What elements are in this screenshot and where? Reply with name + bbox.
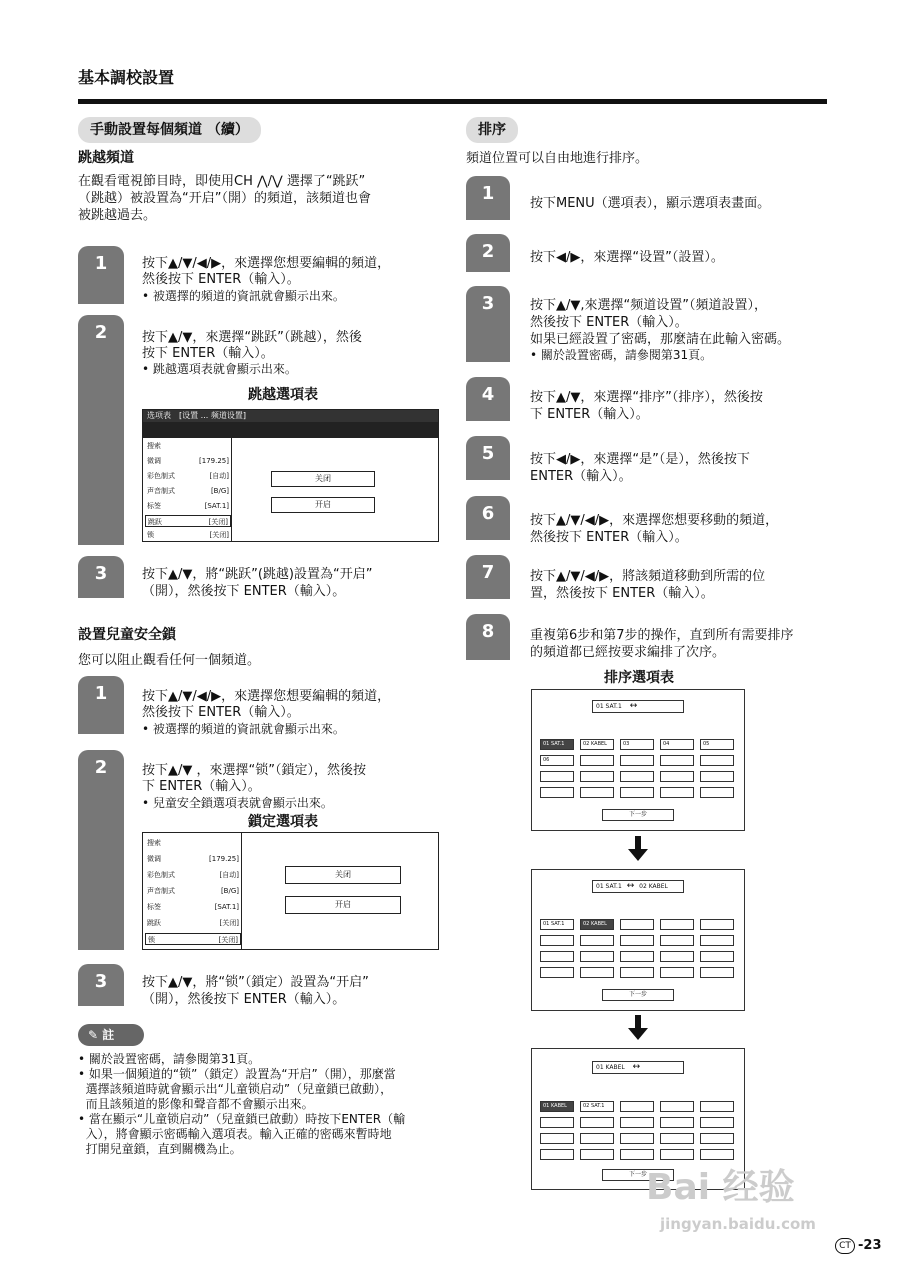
row-value: [自动] xyxy=(209,472,229,480)
skip-step-3-number: 3 xyxy=(78,556,124,598)
lock-step-1-line2: 然後按下 ENTER（輸入）。 xyxy=(142,705,300,720)
channel-cell[interactable] xyxy=(660,935,694,946)
row-key: 微调 xyxy=(147,457,161,465)
row-key: 搜索 xyxy=(147,839,161,847)
sort-step-5-number: 5 xyxy=(466,436,510,480)
lock-step-2-number: 2 xyxy=(78,750,124,950)
skip-menu-row[interactable] xyxy=(145,440,231,452)
sort-step-3-line3: 如果已經設置了密碼，那麼請在此輸入密碼。 xyxy=(530,332,791,347)
skip-menu-row[interactable] xyxy=(145,529,231,541)
channel-cell[interactable] xyxy=(620,951,654,962)
lock-menu-divider xyxy=(241,833,242,949)
row-value: [SAT.1] xyxy=(214,903,239,911)
channel-cell[interactable] xyxy=(700,771,734,782)
row-key: 微调 xyxy=(147,855,161,863)
lock-menu-row[interactable] xyxy=(145,869,241,881)
sort-screen-3-selection xyxy=(592,1061,684,1074)
lock-menu-off-button[interactable]: 关闭 xyxy=(285,866,401,884)
next-button[interactable]: 下一步 xyxy=(602,1169,674,1181)
channel-cell[interactable] xyxy=(660,951,694,962)
skip-menu xyxy=(142,409,439,542)
skip-step-2-line1: 按下▲/▼，來選擇“跳跃”（跳越），然後 xyxy=(142,330,362,345)
sort-step-8-number: 8 xyxy=(466,614,510,660)
note-label: 註 xyxy=(102,1028,115,1042)
pencil-icon: ✎ xyxy=(88,1028,99,1042)
lock-menu-title: 鎖定選項表 xyxy=(248,814,318,830)
down-arrow-icon xyxy=(635,1015,641,1029)
section-title-sort: 排序 xyxy=(466,117,518,143)
skip-step-2-line2: 按下 ENTER（輸入）。 xyxy=(142,346,274,361)
sort-step-4-number: 4 xyxy=(466,377,510,421)
row-key: 锁 xyxy=(147,531,154,539)
section-title-manual: 手動設置每個頻道 （續） xyxy=(78,117,261,143)
channel-cell[interactable] xyxy=(660,1117,694,1128)
sort-step-7-number: 7 xyxy=(466,555,510,599)
row-value: [179.25] xyxy=(209,855,239,863)
sort-screen-2 xyxy=(531,869,745,1011)
sort-step-1-number: 1 xyxy=(466,176,510,220)
row-value: [179.25] xyxy=(199,457,229,465)
note-line: • 關於設置密碼，請參閱第31頁。 xyxy=(78,1052,261,1066)
note-line: • 如果一個頻道的“锁”（鎖定）設置為“开启”（開），那麼當 xyxy=(78,1067,396,1081)
sort-screen-2-selection xyxy=(592,880,684,893)
selection-label: 01 KABEL xyxy=(596,1064,625,1071)
channel-cell[interactable] xyxy=(660,1149,694,1160)
channel-cell[interactable] xyxy=(540,787,574,798)
channel-cell[interactable]: 05 xyxy=(700,739,734,750)
skip-subhead: 跳越頻道 xyxy=(78,150,134,166)
selection-label: 01 SAT.1 xyxy=(596,703,622,710)
channel-cell[interactable] xyxy=(660,755,694,766)
swap-arrow-icon: ↔ xyxy=(626,881,635,891)
sort-intro: 頻道位置可以自由地進行排序。 xyxy=(466,151,649,166)
skip-step-2-bullet: • 跳越選項表就會顯示出來。 xyxy=(142,362,297,376)
channel-cell[interactable] xyxy=(580,1149,614,1160)
channel-cell[interactable] xyxy=(620,1149,654,1160)
sort-step-7-line2: 置，然後按下 ENTER（輸入）。 xyxy=(530,586,714,601)
lock-menu-row[interactable] xyxy=(145,853,241,865)
skip-intro-2: （跳越）被設置為“开启”（開）的頻道，該頻道也會 xyxy=(78,191,371,206)
channel-cell[interactable] xyxy=(580,951,614,962)
skip-intro-3: 被跳越過去。 xyxy=(78,208,157,223)
row-value: [SAT.1] xyxy=(204,502,229,510)
channel-cell[interactable] xyxy=(540,771,574,782)
channel-cell[interactable] xyxy=(660,787,694,798)
sort-menu-title: 排序選項表 xyxy=(604,670,674,686)
lock-menu-row-selected[interactable] xyxy=(145,933,241,945)
sort-step-7-line1: 按下▲/▼/◀/▶，將該頻道移動到所需的位 xyxy=(530,569,766,584)
skip-step-1-number: 1 xyxy=(78,246,124,304)
page-number: -23 xyxy=(858,1238,882,1253)
lock-step-1-bullet: • 被選擇的頻道的資訊就會顯示出來。 xyxy=(142,722,345,736)
channel-cell[interactable] xyxy=(620,787,654,798)
channel-cell-selected[interactable]: 01 KABEL xyxy=(540,1101,574,1112)
sort-step-2-line1: 按下◀/▶，來選擇“设置”（設置）。 xyxy=(530,250,724,265)
channel-cell-selected[interactable]: 01 SAT.1 xyxy=(540,739,574,750)
channel-cell[interactable] xyxy=(660,771,694,782)
channel-cell[interactable] xyxy=(620,967,654,978)
baidu-watermark-url: jingyan.baidu.com xyxy=(660,1215,816,1233)
row-value: [关闭] xyxy=(218,936,238,944)
row-value: [B/G] xyxy=(210,487,229,495)
channel-cell[interactable] xyxy=(700,1133,734,1144)
channel-cell[interactable] xyxy=(580,935,614,946)
channel-cell[interactable] xyxy=(700,1117,734,1128)
page-header-title: 基本調校設置 xyxy=(78,68,175,87)
baidu-watermark-logo: Bai 经验 xyxy=(646,1167,795,1208)
skip-step-1-line2: 然後按下 ENTER（輸入）。 xyxy=(142,272,300,287)
channel-cell[interactable] xyxy=(620,755,654,766)
skip-menu-titlebar: 选项表 [设置 ... 频道设置] xyxy=(143,410,438,422)
channel-cell[interactable] xyxy=(620,935,654,946)
note-line: • 當在顯示“儿童锁启动”（兒童鎖已啟動）時按下ENTER（輸 xyxy=(78,1112,406,1126)
sort-step-6-line2: 然後按下 ENTER（輸入）。 xyxy=(530,530,688,545)
channel-cell[interactable] xyxy=(540,1149,574,1160)
note-line: 選擇該頻道時就會顯示出“儿童锁启动”（兒童鎖已啟動）， xyxy=(78,1082,393,1096)
channel-cell[interactable] xyxy=(700,1101,734,1112)
channel-cell[interactable] xyxy=(620,1133,654,1144)
sort-step-2-number: 2 xyxy=(466,234,510,272)
skip-step-2-number: 2 xyxy=(78,315,124,545)
lock-menu-row[interactable] xyxy=(145,901,241,913)
skip-menu-row[interactable] xyxy=(145,485,231,497)
channel-cell[interactable] xyxy=(620,1101,654,1112)
row-key: 彩色制式 xyxy=(147,871,175,879)
down-arrow-head xyxy=(628,849,648,861)
row-value: [关闭] xyxy=(208,518,228,526)
lock-step-3-number: 3 xyxy=(78,964,124,1006)
lock-step-3-line1: 按下▲/▼，將“锁”（鎖定）設置為“开启” xyxy=(142,975,369,990)
channel-cell[interactable]: 02 SAT.1 xyxy=(580,1101,614,1112)
lock-menu xyxy=(142,832,439,950)
lock-subhead: 設置兒童安全鎖 xyxy=(78,627,176,643)
skip-menu-row[interactable] xyxy=(145,455,231,467)
skip-menu-row-selected[interactable] xyxy=(145,515,231,527)
lock-step-1-number: 1 xyxy=(78,676,124,734)
channel-cell[interactable] xyxy=(540,1133,574,1144)
channel-cell-selected[interactable]: 02 KABEL xyxy=(580,919,614,930)
sort-step-6-line1: 按下▲/▼/◀/▶，來選擇您想要移動的頻道， xyxy=(530,513,779,528)
row-key: 跳跃 xyxy=(148,518,162,526)
note-badge xyxy=(78,1024,144,1046)
channel-cell[interactable]: 02 KABEL xyxy=(580,739,614,750)
sort-step-3-number: 3 xyxy=(466,286,510,362)
channel-cell[interactable] xyxy=(580,787,614,798)
channel-cell[interactable] xyxy=(540,951,574,962)
sort-step-5-line2: ENTER（輸入）。 xyxy=(530,469,632,484)
row-key: 声音制式 xyxy=(147,487,175,495)
skip-step-3-line1: 按下▲/▼，將“跳跃”(跳越)設置為“开启” xyxy=(142,567,373,582)
channel-cell[interactable] xyxy=(580,1133,614,1144)
lock-step-1-line1: 按下▲/▼/◀/▶，來選擇您想要編輯的頻道， xyxy=(142,689,391,704)
skip-menu-divider xyxy=(231,438,232,542)
channel-cell[interactable] xyxy=(580,771,614,782)
channel-cell[interactable] xyxy=(580,967,614,978)
row-value: [关闭] xyxy=(219,919,239,927)
lock-intro: 您可以阻止觀看任何一個頻道。 xyxy=(78,653,261,668)
down-arrow-icon xyxy=(635,836,641,850)
row-key: 声音制式 xyxy=(147,887,175,895)
swap-arrow-icon: ↔ xyxy=(629,701,638,711)
sort-step-3-line1: 按下▲/▼,來選擇“频道设置”（頻道設置）， xyxy=(530,298,767,313)
skip-step-1-bullet: • 被選擇的頻道的資訊就會顯示出來。 xyxy=(142,289,345,303)
skip-menu-row[interactable] xyxy=(145,470,231,482)
channel-cell[interactable]: 04 xyxy=(660,739,694,750)
skip-menu-header-band xyxy=(143,422,438,438)
channel-cell[interactable]: 01 SAT.1 xyxy=(540,919,574,930)
next-button[interactable]: 下一步 xyxy=(602,989,674,1001)
skip-step-3-line2: （開），然後按下 ENTER（輸入）。 xyxy=(142,584,346,599)
ct-badge: CT xyxy=(835,1238,855,1254)
channel-cell[interactable] xyxy=(540,935,574,946)
row-value: [关闭] xyxy=(209,531,229,539)
channel-cell[interactable] xyxy=(700,755,734,766)
skip-menu-off-button[interactable]: 关闭 xyxy=(271,471,375,487)
sort-step-3-bullet: • 關於設置密碼，請參閱第31頁。 xyxy=(530,348,713,362)
row-key: 标签 xyxy=(147,903,161,911)
skip-menu-title: 跳越選項表 xyxy=(248,387,318,403)
channel-cell[interactable] xyxy=(700,935,734,946)
selection-target: 02 KABEL xyxy=(639,883,668,890)
channel-cell[interactable] xyxy=(620,771,654,782)
row-key: 跳跃 xyxy=(147,919,161,927)
lock-menu-row[interactable] xyxy=(145,837,241,849)
next-button[interactable]: 下一步 xyxy=(602,809,674,821)
note-line: 打開兒童鎖，直到關機為止。 xyxy=(78,1142,242,1156)
channel-cell[interactable] xyxy=(540,1117,574,1128)
channel-cell[interactable]: 03 xyxy=(620,739,654,750)
skip-intro-1: 在觀看電視節目時，即使用CH ⋀/⋁ 選擇了“跳跃” xyxy=(78,174,366,189)
header-rule xyxy=(78,99,827,104)
sort-step-4-line1: 按下▲/▼，來選擇“排序”（排序），然後按 xyxy=(530,390,763,405)
channel-cell[interactable] xyxy=(620,919,654,930)
channel-cell[interactable] xyxy=(660,919,694,930)
channel-cell[interactable] xyxy=(660,967,694,978)
lock-step-2-line1: 按下▲/▼ ，來選擇“锁”（鎖定），然後按 xyxy=(142,763,366,778)
lock-menu-row[interactable] xyxy=(145,917,241,929)
lock-menu-on-button[interactable]: 开启 xyxy=(285,896,401,914)
lock-step-2-line2: 下 ENTER（輸入）。 xyxy=(142,779,261,794)
note-line: 而且該頻道的影像和聲音都不會顯示出來。 xyxy=(78,1097,314,1111)
sort-step-6-number: 6 xyxy=(466,496,510,540)
sort-step-3-line2: 然後按下 ENTER（輸入）。 xyxy=(530,315,688,330)
sort-step-5-line1: 按下◀/▶，來選擇“是”（是），然後按下 xyxy=(530,452,750,467)
row-key: 搜索 xyxy=(147,442,161,450)
channel-cell[interactable] xyxy=(700,787,734,798)
selection-label: 01 SAT.1 xyxy=(596,883,622,890)
lock-menu-row[interactable] xyxy=(145,885,241,897)
channel-cell[interactable] xyxy=(540,967,574,978)
channel-cell[interactable] xyxy=(700,919,734,930)
skip-menu-on-button[interactable]: 开启 xyxy=(271,497,375,513)
channel-cell[interactable]: 06 xyxy=(540,755,574,766)
row-value: [B/G] xyxy=(220,887,239,895)
lock-step-3-line2: （開），然後按下 ENTER（輸入）。 xyxy=(142,992,346,1007)
note-line: 入），將會顯示密碼輸入選項表。輸入正確的密碼來暫時地 xyxy=(78,1127,392,1141)
row-value: [自动] xyxy=(219,871,239,879)
row-key: 标签 xyxy=(147,502,161,510)
sort-step-4-line2: 下 ENTER（輸入）。 xyxy=(530,407,649,422)
channel-cell[interactable] xyxy=(660,1101,694,1112)
sort-screen-1-selection xyxy=(592,700,684,713)
skip-step-1-line1: 按下▲/▼/◀/▶，來選擇您想要編輯的頻道， xyxy=(142,256,391,271)
channel-cell[interactable] xyxy=(620,1117,654,1128)
down-arrow-head xyxy=(628,1028,648,1040)
row-key: 彩色制式 xyxy=(147,472,175,480)
channel-cell[interactable] xyxy=(580,755,614,766)
sort-step-8-line1: 重複第6步和第7步的操作，直到所有需要排序 xyxy=(530,628,794,643)
channel-cell[interactable] xyxy=(580,1117,614,1128)
channel-cell[interactable] xyxy=(660,1133,694,1144)
sort-step-8-line2: 的頻道都已經按要求編排了次序。 xyxy=(530,645,726,660)
skip-menu-row[interactable] xyxy=(145,500,231,512)
channel-cell[interactable] xyxy=(700,967,734,978)
row-key: 锁 xyxy=(148,936,155,944)
sort-step-1-line1: 按下MENU（選項表），顯示選項表畫面。 xyxy=(530,196,771,211)
channel-cell[interactable] xyxy=(700,951,734,962)
lock-step-2-bullet: • 兒童安全鎖選項表就會顯示出來。 xyxy=(142,796,333,810)
swap-arrow-icon: ↔ xyxy=(632,1062,641,1072)
sort-screen-1 xyxy=(531,689,745,831)
channel-cell[interactable] xyxy=(700,1149,734,1160)
